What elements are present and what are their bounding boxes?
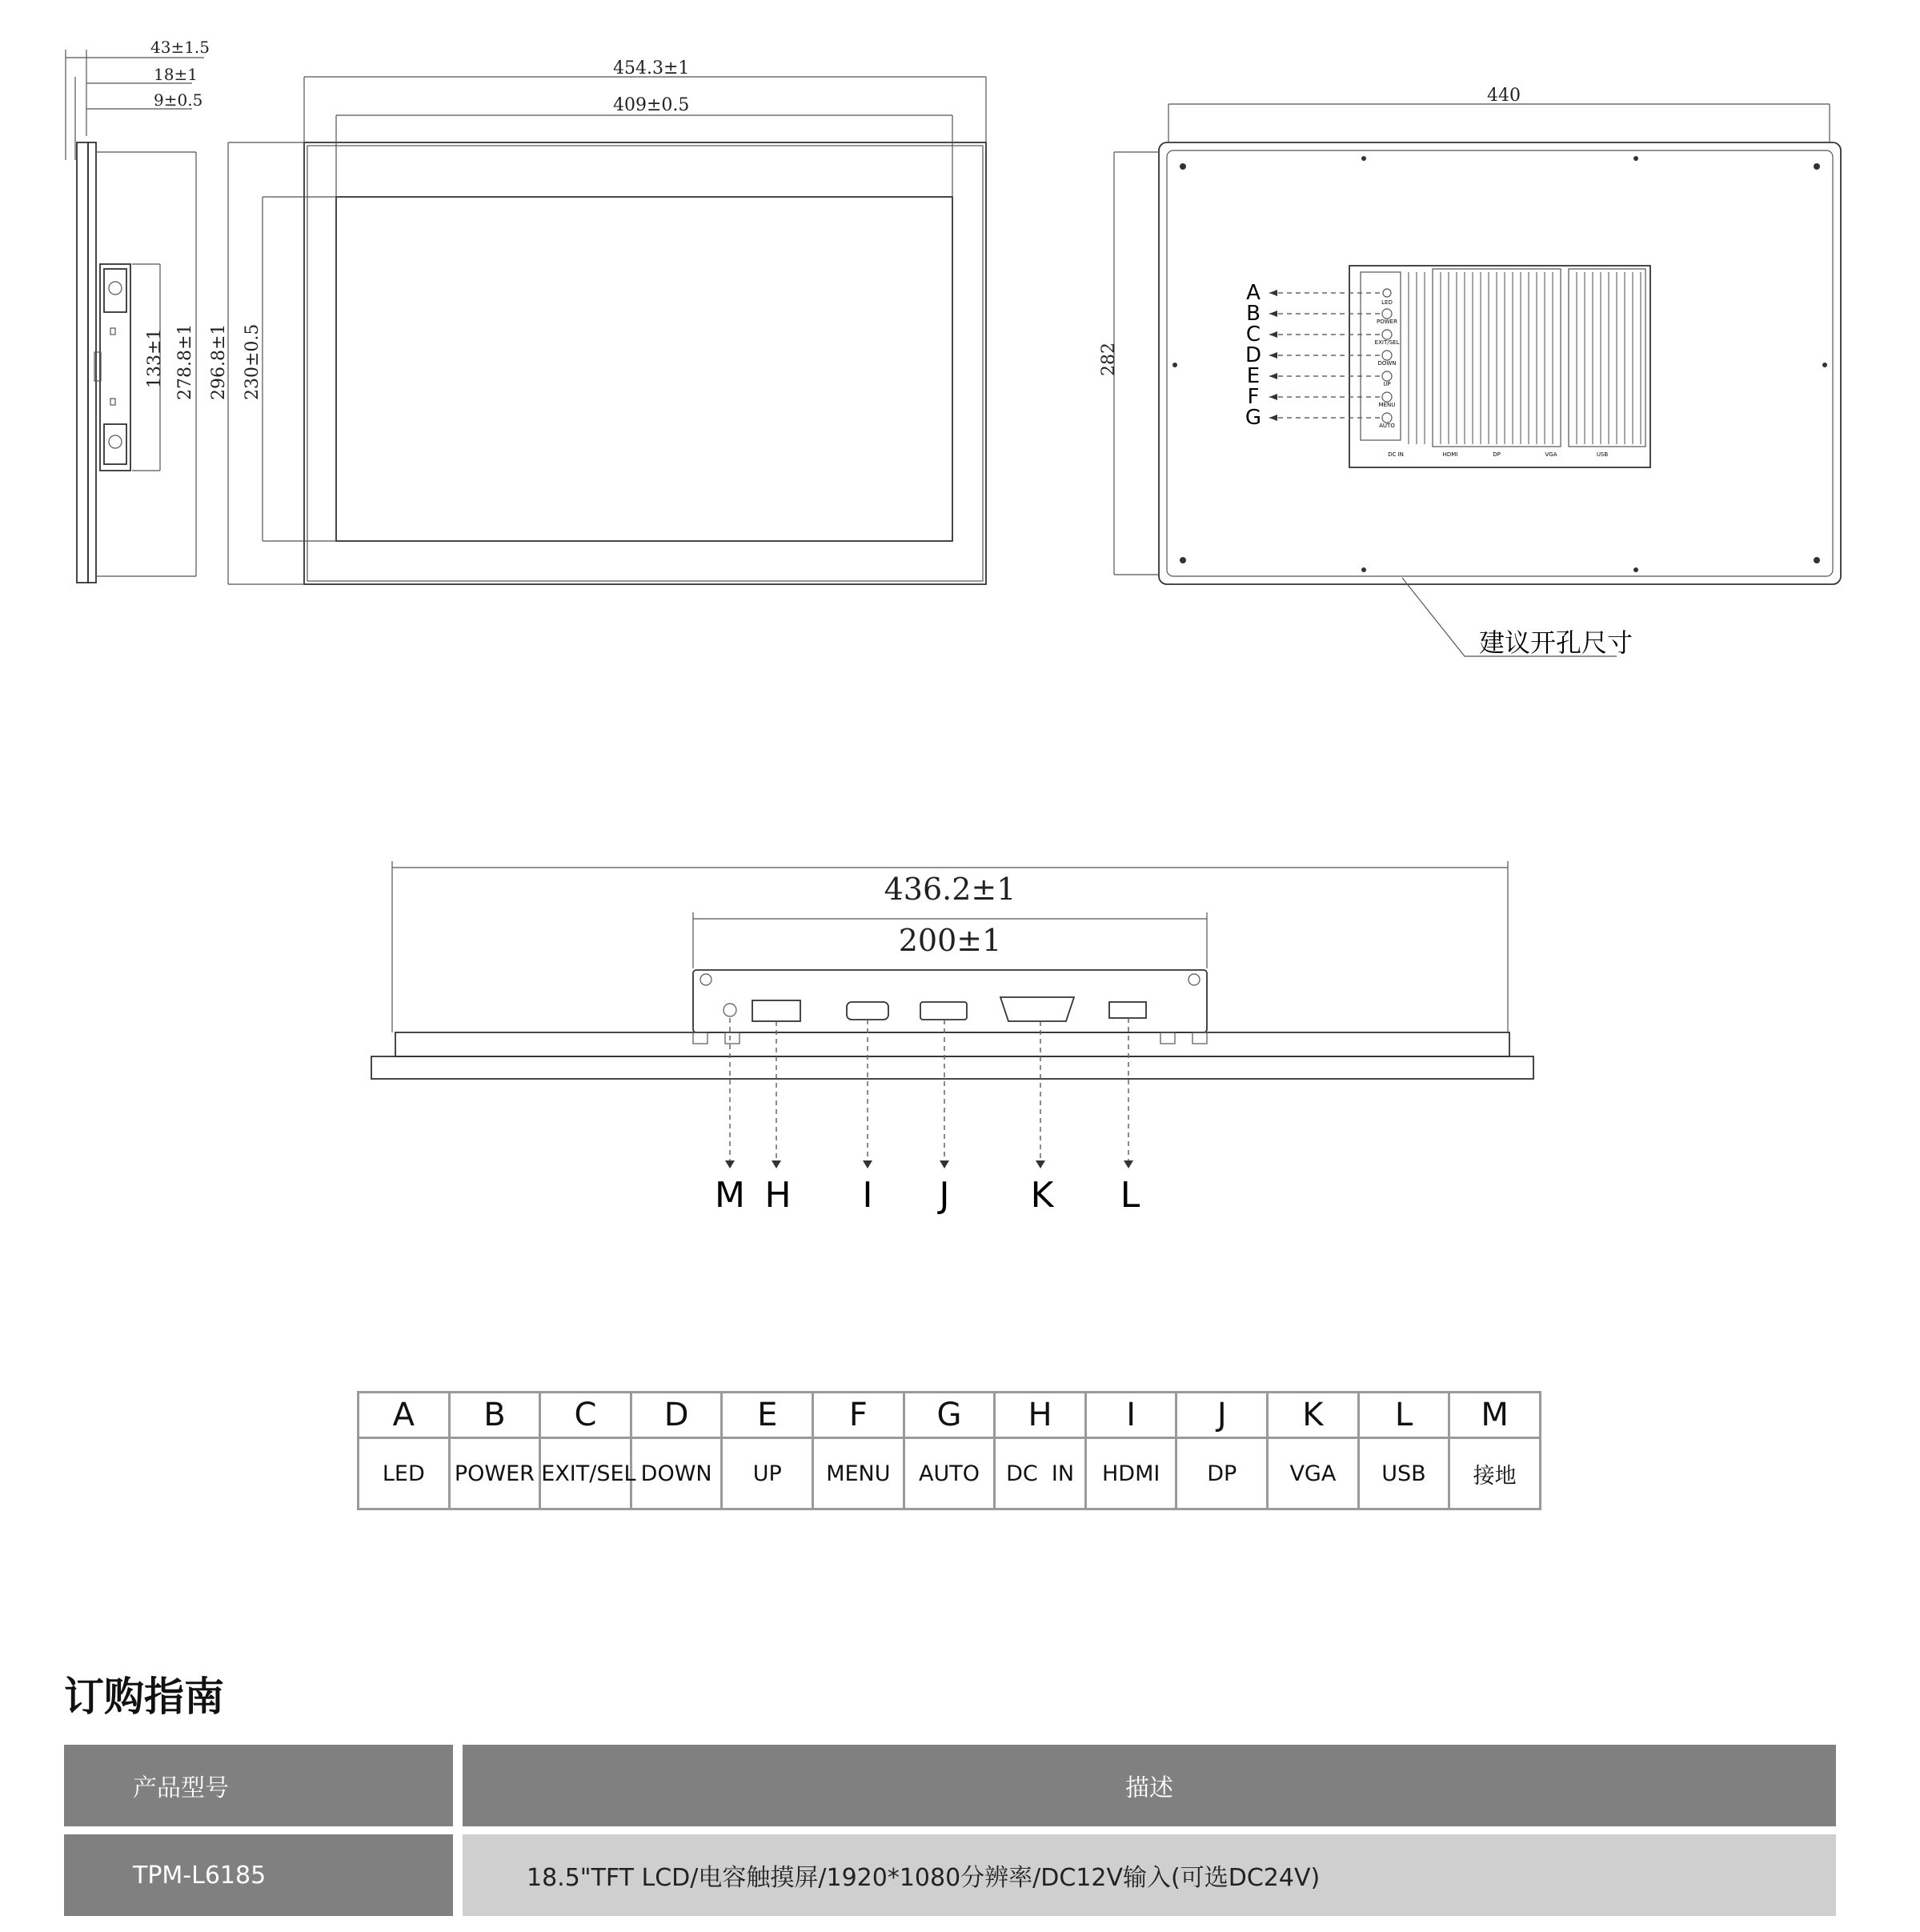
box-label-dcin: DC IN: [1388, 451, 1404, 458]
legend-name: DOWN: [631, 1438, 722, 1509]
legend-name: UP: [722, 1438, 813, 1509]
dim-front-height: 296.8±1: [209, 323, 229, 400]
port-letter-l: L: [1120, 1175, 1140, 1216]
dim-box-height: 133±1: [145, 328, 165, 388]
box-label-vga: VGA: [1545, 451, 1557, 458]
letter-e: E: [1246, 364, 1261, 388]
legend-name: MENU: [813, 1438, 904, 1509]
dim-front-width: 454.3±1: [613, 58, 690, 78]
legend-letter: I: [1085, 1393, 1176, 1438]
front-view: [209, 58, 986, 584]
model-cell: TPM-L6185: [64, 1834, 453, 1916]
legend-letter: E: [722, 1393, 813, 1438]
button-leaders: [1269, 290, 1380, 421]
panel-label-menu: MENU: [1378, 402, 1396, 408]
port-letter-i: I: [862, 1175, 873, 1216]
legend-name: DP: [1176, 1438, 1268, 1509]
port-letter-k: K: [1030, 1175, 1054, 1216]
legend-letter: J: [1176, 1393, 1268, 1438]
letter-a: A: [1246, 281, 1261, 305]
dim-depth-9: 9±0.5: [154, 90, 203, 110]
legend-letter: H: [995, 1393, 1086, 1438]
ordering-guide-title: 订购指南: [64, 1673, 224, 1720]
dim-rear-width: 440: [1487, 86, 1521, 106]
panel-label-up: UP: [1383, 381, 1391, 387]
legend-letter: K: [1268, 1393, 1359, 1438]
rear-view: [1099, 86, 1841, 658]
panel-label-exit: EXIT/SEL: [1374, 339, 1400, 346]
letter-f: F: [1247, 385, 1260, 409]
box-label-hdmi: HDMI: [1442, 451, 1458, 458]
legend-letter: M: [1449, 1393, 1541, 1438]
legend-letter: C: [540, 1393, 631, 1438]
panel-label-led: LED: [1381, 299, 1393, 306]
dim-active-width: 409±0.5: [613, 95, 690, 115]
panel-label-down: DOWN: [1377, 360, 1397, 367]
port-legend-table: [357, 1391, 1541, 1510]
legend-name: AUTO: [904, 1438, 995, 1509]
dim-side-height: 278.8±1: [175, 323, 195, 400]
cutout-label: 建议开孔尺寸: [1479, 627, 1633, 658]
legend-letter: G: [904, 1393, 995, 1438]
dim-box-width: 200±1: [898, 923, 1002, 958]
port-legend-names-row: [359, 1438, 1541, 1509]
legend-name: EXIT/SEL: [540, 1438, 631, 1509]
description-cell: 18.5"TFT LCD/电容触摸屏/1920*1080分辨率/DC12V输入(可选DC24V): [463, 1834, 1836, 1916]
letter-d: D: [1245, 343, 1262, 367]
legend-letter: F: [813, 1393, 904, 1438]
letter-b: B: [1246, 302, 1261, 326]
side-view: [66, 38, 210, 583]
legend-letter: B: [449, 1393, 540, 1438]
legend-name: POWER: [449, 1438, 540, 1509]
legend-name: DC IN: [995, 1438, 1086, 1509]
legend-letter: D: [631, 1393, 722, 1438]
header-description: 描述: [463, 1745, 1836, 1826]
bottom-view: [371, 861, 1533, 1216]
legend-letter: A: [359, 1393, 450, 1438]
heatsink-fins: [1409, 272, 1641, 444]
port-legend-letters-row: [359, 1393, 1541, 1438]
dim-depth-overall: 43±1.5: [150, 38, 210, 57]
panel-label-power: POWER: [1377, 319, 1397, 325]
port-letter-j: J: [939, 1175, 950, 1216]
legend-letter: L: [1358, 1393, 1449, 1438]
dim-rear-height: 282: [1099, 343, 1119, 376]
port-letter-h: H: [764, 1175, 792, 1216]
dim-active-height: 230±0.5: [243, 323, 263, 400]
letter-c: C: [1245, 323, 1261, 347]
dim-depth-18: 18±1: [154, 65, 198, 84]
panel-label-auto: AUTO: [1379, 423, 1395, 429]
legend-name: USB: [1358, 1438, 1449, 1509]
box-label-dp: DP: [1493, 451, 1501, 458]
button-column: [1375, 289, 1400, 429]
header-model: 产品型号: [64, 1745, 453, 1826]
dim-bottom-width: 436.2±1: [884, 872, 1016, 907]
letter-g: G: [1245, 406, 1262, 430]
port-letter-m: M: [715, 1175, 745, 1216]
legend-name: 接地: [1449, 1438, 1541, 1509]
legend-name: LED: [359, 1438, 450, 1509]
legend-name: VGA: [1268, 1438, 1359, 1509]
legend-name: HDMI: [1085, 1438, 1176, 1509]
box-label-usb: USB: [1596, 451, 1609, 458]
